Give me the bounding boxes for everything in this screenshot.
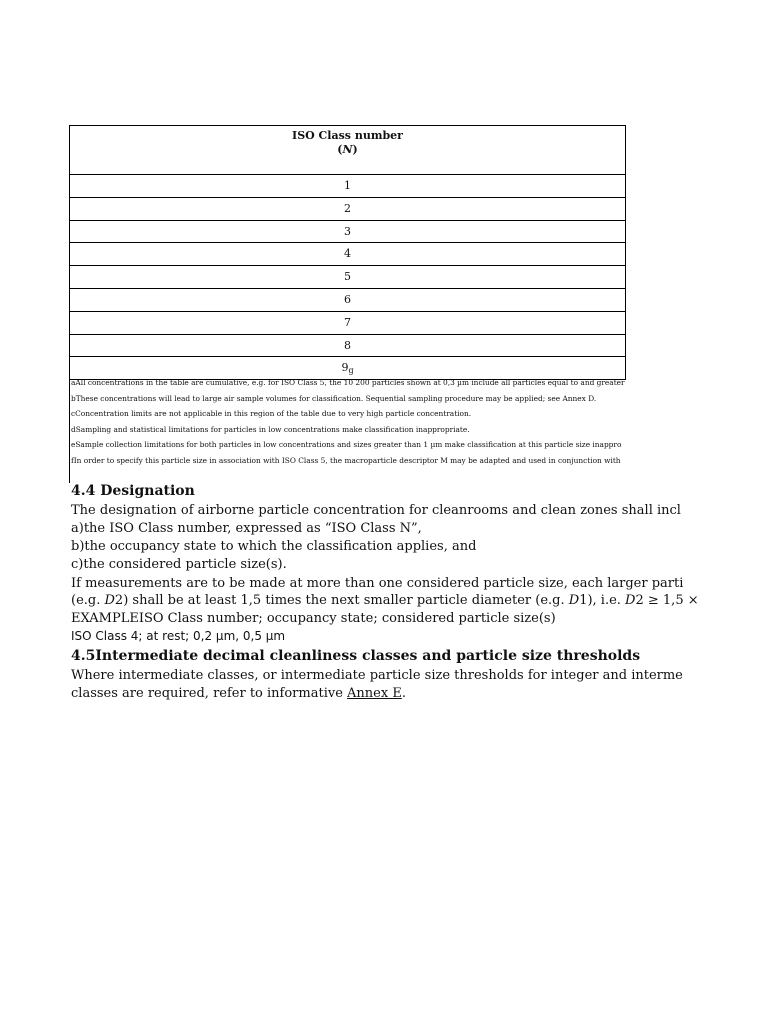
example-value: ISO Class 4; at rest; 0,2 µm, 0,5 µm [71,629,286,643]
table-body [70,175,625,357]
iso-class-value: 7 [344,315,351,329]
iso-class-value: 5 [344,270,351,284]
iso-class-value: 3 [344,224,351,238]
table-row [70,243,625,266]
table-row [70,221,625,244]
table-row [70,312,625,335]
header-title: ISO Class number [292,129,403,142]
footnote: cConcentration limits are not applicable in this region of the table due to very high particle concentration. [71,409,472,419]
iso-class-value: 6 [344,292,351,306]
table-row: $9_g$ [70,357,625,380]
example-label: EXAMPLEISO Class number; occupancy state; considered particle size(s) [71,611,556,626]
table-footnotes [71,375,631,469]
footnote-marker: g [348,366,354,376]
list-item: b)the occupancy state to which the classification applies, and [71,539,477,554]
annex-e-link[interactable]: Annex E [347,686,402,701]
table-row [70,266,625,289]
designation-intro: The designation of airborne particle concentration for cleanrooms and clean zones shall incl [71,503,681,518]
paragraph-line: If measurements are to be made at more than one considered particle size, each larger parti [71,576,684,591]
footnote: aAll concentrations in the table are cumulative, e.g. for ISO Class 5, the 10 200 particles shown at 0,3 µm include all particles equal to and greater [71,378,625,387]
list-item: c)the considered particle size(s). [71,557,287,572]
footnote: eSample collection limitations for both particles in low concentrations and sizes greater than 1 µm make classification at this particle size inappro [71,440,622,450]
paragraph-line: classes are required, refer to informative Annex E. [71,686,406,701]
section-heading-4-5: 4.5Intermediate decimal cleanliness classes and particle size thresholds [71,648,641,664]
table-header [70,126,625,175]
header-symbol: (N) [337,143,358,156]
iso-class-value: 8 [344,338,351,352]
table-row [70,335,625,358]
iso-class-value: 1 [344,179,351,192]
iso-class-value: 2 [344,201,351,215]
table-row [70,289,625,312]
footnote: fIn order to specify this particle size in association with ISO Class 5, the macroparticle descriptor M may be adapted and used in conjunction with [71,455,621,465]
table-row [70,175,625,198]
footnote: bThese concentrations will lead to large air sample volumes for classification. Sequential sampling procedure may be applied; see Annex D. [71,393,597,403]
section-heading-4-4: 4.4 Designation [71,483,195,499]
list-item: a)the ISO Class number, expressed as “ISO Class N”, [71,521,422,536]
iso-class-value: 4 [344,247,351,261]
paragraph-line: Where intermediate classes, or intermediate particle size thresholds for integer and interme [71,668,683,683]
iso-class-table [69,125,626,380]
footnote: dSampling and statistical limitations for particles in low concentrations make classification inappropriate. [71,424,470,434]
table-row [70,198,625,221]
paragraph-line: (e.g. D2) shall be at least 1,5 times the next smaller particle diameter (e.g. D1), i.e. D2 ≥ 1,5 × [71,593,699,608]
